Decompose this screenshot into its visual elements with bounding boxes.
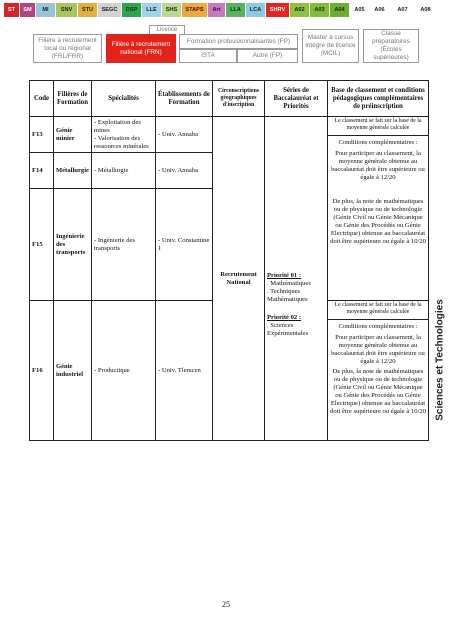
filiere-frn-box: Filière à recrutement national (FRN) bbox=[106, 34, 176, 63]
row-etablissement: - Univ. Tlemcen bbox=[156, 301, 213, 441]
base-b-text-3: Pour participer au classement, la moyenne générale obtenue au baccalauréat doit être supérieure ou égale à 12/20 bbox=[331, 334, 425, 365]
base-b-text-2: Conditions complémentaires : bbox=[338, 323, 418, 330]
tab-lca[interactable]: LCA bbox=[246, 3, 266, 17]
tab-a03[interactable]: A03 bbox=[310, 3, 330, 17]
filiere-classe-box: Classe préparatoires (Écoles supérieures) bbox=[363, 29, 419, 63]
filiere-autre-fp-box: Autre (FP) bbox=[237, 49, 298, 63]
tab-mi[interactable]: MI bbox=[36, 3, 56, 17]
recrutement-national: Recrutement National bbox=[213, 117, 265, 441]
tab-stu[interactable]: STU bbox=[78, 3, 98, 17]
orientation-table bbox=[29, 80, 429, 441]
base-a-text-3: Pour participer au classement, la moyenne générale obtenue au baccalauréat doit être supérieure ou égale à 12/20 bbox=[331, 150, 425, 181]
row-specialite: - Exploitation des mines - Valorisation des ressources minérales bbox=[92, 117, 156, 153]
page-number: 25 bbox=[222, 600, 230, 609]
tab-segc[interactable]: SEGC bbox=[98, 3, 122, 17]
category-tabs bbox=[4, 3, 450, 17]
filiere-mcil-box: Master à cursus intégré de licence (MCIL) bbox=[302, 29, 359, 63]
tab-staps[interactable]: STAPS bbox=[182, 3, 208, 17]
priorite-1-items: . Mathématiques . Techniques Mathématiques bbox=[267, 279, 311, 303]
tab-a06[interactable]: A06 bbox=[370, 3, 390, 17]
series-priorites bbox=[265, 117, 328, 441]
row-filiere: Génie minier bbox=[54, 117, 92, 153]
row-etablissement: - Univ. Constantine 1 bbox=[156, 189, 213, 301]
tab-a08[interactable]: A08 bbox=[416, 3, 436, 17]
row-filiere: Métallurgie bbox=[54, 153, 92, 189]
tab-sm[interactable]: SM bbox=[20, 3, 36, 17]
priorite-2-title: Priorité 02 : bbox=[267, 313, 302, 321]
licence-label: Licence bbox=[149, 25, 185, 34]
tab-st[interactable]: ST bbox=[4, 3, 20, 17]
table-row bbox=[30, 117, 429, 153]
tab-lla[interactable]: LLA bbox=[226, 3, 246, 17]
filiere-frl-box: Filière à recrutement local ou régional (FRL/FRR) bbox=[33, 34, 102, 63]
row-specialite: - Productique bbox=[92, 301, 156, 441]
header-circonscriptions: Circonscriptions géographiques d'inscription bbox=[213, 81, 265, 117]
tab-a07[interactable]: A07 bbox=[390, 3, 416, 17]
base-a-text-4: De plus, la note de mathématiques ou de physique ou de technologie (Génie Civil ou Génie Mécanique ou Génie des Procédés ou Génie Electrique) obtenue au baccalauréat doit être supérieure ou égale à 10/20 bbox=[330, 198, 426, 245]
row-code: F16 bbox=[30, 301, 54, 441]
section-sidebar bbox=[430, 300, 450, 420]
tab-a05[interactable]: A05 bbox=[350, 3, 370, 17]
base-a-text-2: Conditions complémentaires : bbox=[338, 139, 418, 146]
row-filiere: Ingénierie des transports bbox=[54, 189, 92, 301]
filiere-header bbox=[33, 25, 419, 63]
header-series: Séries de Baccalauréat et Priorités bbox=[265, 81, 328, 117]
header-code: Code bbox=[30, 81, 54, 117]
priorite-1-title: Priorité 01 : bbox=[267, 271, 302, 279]
row-etablissement: - Univ. Annaba bbox=[156, 117, 213, 153]
filiere-fp-box: Formation professionnalisantes (FP) bbox=[179, 34, 298, 49]
base-classement-a bbox=[328, 117, 429, 301]
base-classement-b bbox=[328, 301, 429, 441]
row-etablissement: - Univ. Annaba bbox=[156, 153, 213, 189]
tab-shs[interactable]: SHS bbox=[162, 3, 182, 17]
tab-art[interactable]: Art bbox=[208, 3, 226, 17]
tab-lle[interactable]: LLE bbox=[142, 3, 162, 17]
filiere-ista-box: ISTA bbox=[179, 49, 237, 63]
tab-a04[interactable]: A04 bbox=[330, 3, 350, 17]
tab-shrv[interactable]: SHRV bbox=[266, 3, 290, 17]
header-specialites: Spécialités bbox=[92, 81, 156, 117]
header-base: Base de classement et conditions pédagogiques complémentaires de préinscription bbox=[328, 81, 429, 117]
row-code: F15 bbox=[30, 189, 54, 301]
tab-dsp[interactable]: DSP bbox=[122, 3, 142, 17]
row-filiere: Génie industriel bbox=[54, 301, 92, 441]
row-code: F14 bbox=[30, 153, 54, 189]
base-b-text-1: Le classement se fait sur la base de la moyenne générale calculée bbox=[334, 302, 422, 315]
header-etablissements: Établissements de Formation bbox=[156, 81, 213, 117]
priorite-2-items: . Sciences Expérimentales bbox=[267, 321, 309, 337]
row-specialite: - Ingénierie des transports bbox=[92, 189, 156, 301]
tab-snv[interactable]: SNV bbox=[56, 3, 78, 17]
base-a-text-1: Le classement se fait sur la base de la moyenne générale calculée bbox=[334, 118, 422, 131]
row-specialite: - Métallurgie bbox=[92, 153, 156, 189]
base-b-text-4: De plus, la note de mathématiques ou de physique ou de technologie (Génie Civil ou Génie Mécanique ou Génie des Procédés ou Génie Electrique) obtenue au baccalauréat doit être supérieure ou égale à 10/20 bbox=[330, 368, 426, 415]
tab-a02[interactable]: A02 bbox=[290, 3, 310, 17]
sidebar-label: Sciences et Technologies bbox=[434, 299, 446, 421]
header-filieres: Filières de Formation bbox=[54, 81, 92, 117]
row-code: F13 bbox=[30, 117, 54, 153]
